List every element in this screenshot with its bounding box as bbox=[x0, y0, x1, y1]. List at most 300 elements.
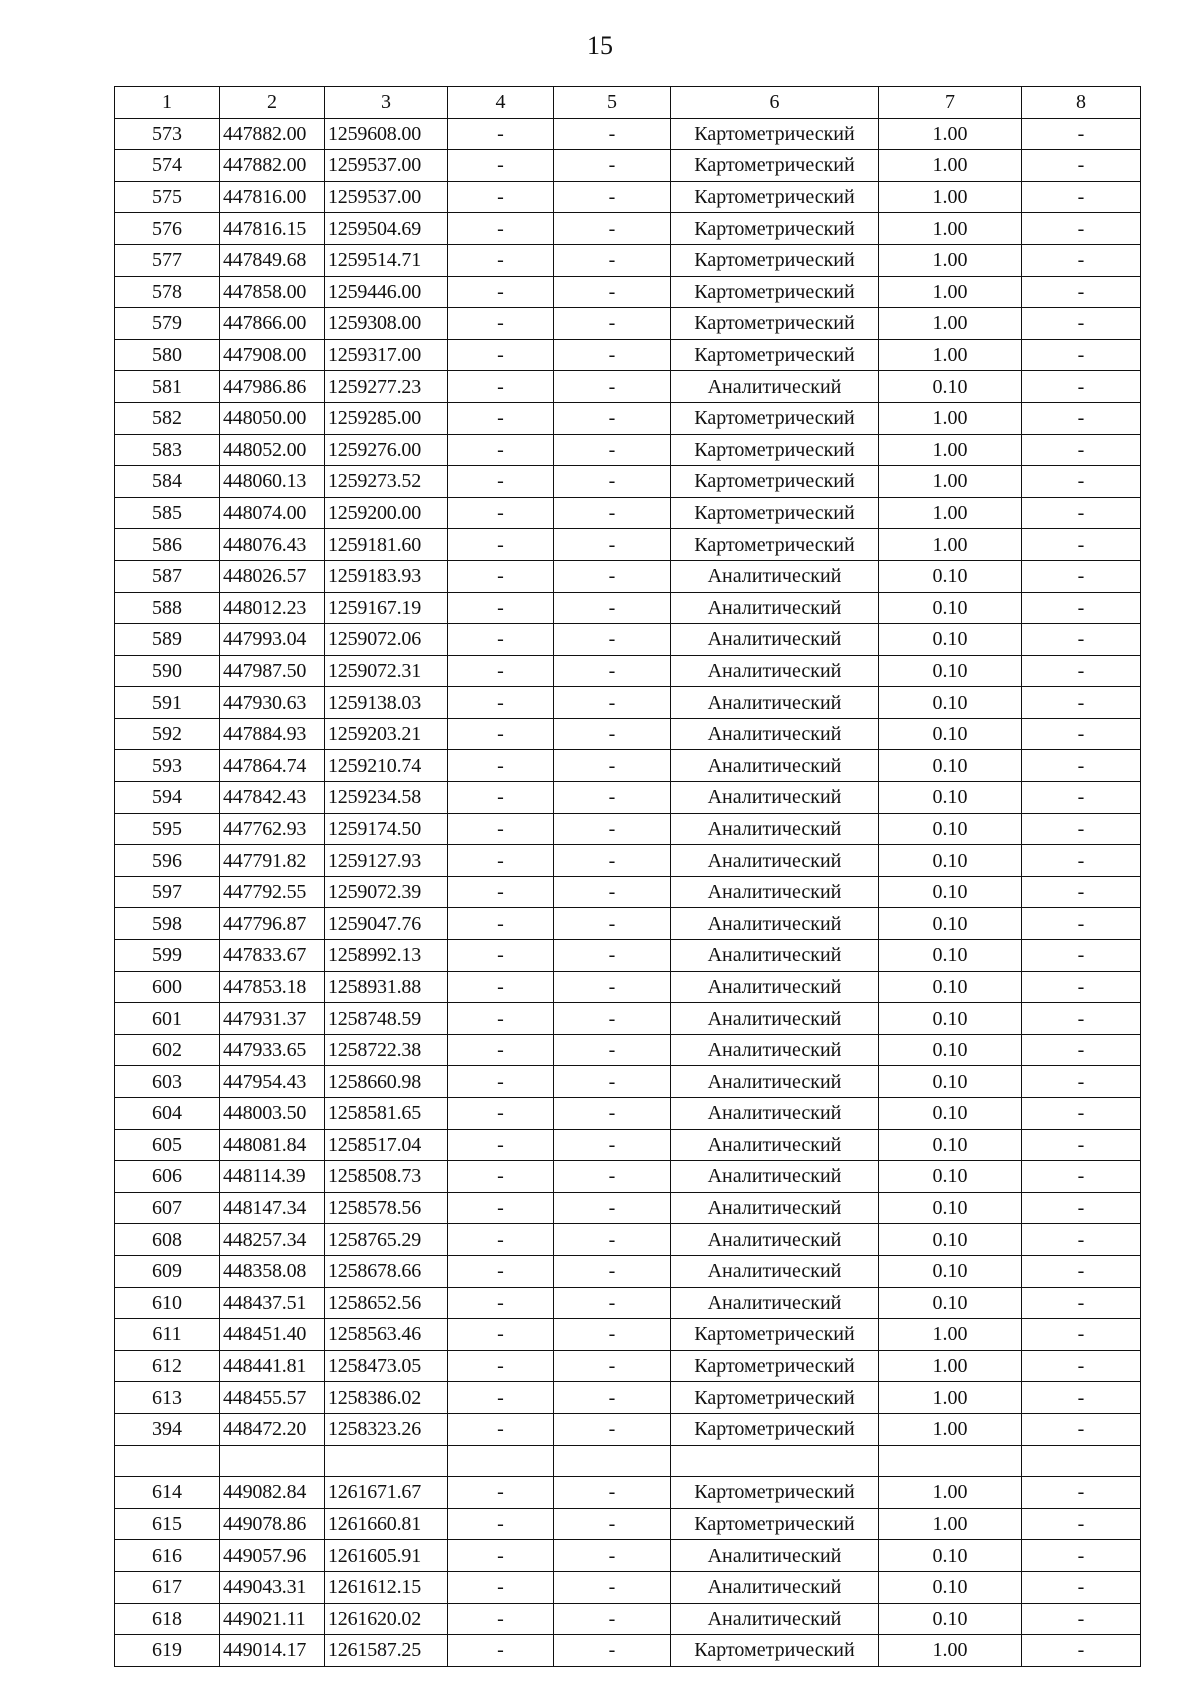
column-5-cell: - bbox=[554, 497, 671, 529]
x-coordinate-cell: 448441.81 bbox=[220, 1350, 325, 1382]
method-cell: Картометрический bbox=[671, 402, 879, 434]
y-coordinate-cell: 1259072.39 bbox=[325, 876, 448, 908]
column-5-cell: - bbox=[554, 1508, 671, 1540]
column-5-cell: - bbox=[554, 624, 671, 656]
point-number-cell: 585 bbox=[115, 497, 220, 529]
x-coordinate-cell: 447762.93 bbox=[220, 813, 325, 845]
accuracy-cell bbox=[879, 1445, 1022, 1477]
point-number-cell: 581 bbox=[115, 371, 220, 403]
column-5-cell: - bbox=[554, 1319, 671, 1351]
column-8-cell: - bbox=[1022, 434, 1141, 466]
column-5-cell: - bbox=[554, 560, 671, 592]
method-cell: Картометрический bbox=[671, 1350, 879, 1382]
method-cell: Картометрический bbox=[671, 181, 879, 213]
x-coordinate-cell: 447882.00 bbox=[220, 118, 325, 150]
table-row bbox=[115, 1224, 1141, 1256]
point-number-cell: 591 bbox=[115, 687, 220, 719]
table-row bbox=[115, 276, 1141, 308]
column-8-cell: - bbox=[1022, 1319, 1141, 1351]
x-coordinate-cell: 447884.93 bbox=[220, 718, 325, 750]
table-row bbox=[115, 782, 1141, 814]
column-header-2: 2 bbox=[220, 87, 325, 119]
point-number-cell: 615 bbox=[115, 1508, 220, 1540]
point-number-cell: 587 bbox=[115, 560, 220, 592]
column-8-cell: - bbox=[1022, 1255, 1141, 1287]
y-coordinate-cell: 1259504.69 bbox=[325, 213, 448, 245]
accuracy-cell: 0.10 bbox=[879, 1287, 1022, 1319]
accuracy-cell: 1.00 bbox=[879, 181, 1022, 213]
x-coordinate-cell: 447866.00 bbox=[220, 308, 325, 340]
table-row bbox=[115, 118, 1141, 150]
x-coordinate-cell: 449021.11 bbox=[220, 1603, 325, 1635]
x-coordinate-cell: 447849.68 bbox=[220, 244, 325, 276]
table-row bbox=[115, 560, 1141, 592]
column-5-cell: - bbox=[554, 1603, 671, 1635]
column-5-cell: - bbox=[554, 308, 671, 340]
y-coordinate-cell: 1259234.58 bbox=[325, 782, 448, 814]
method-cell: Картометрический bbox=[671, 1477, 879, 1509]
x-coordinate-cell: 447833.67 bbox=[220, 940, 325, 972]
column-4-cell: - bbox=[448, 466, 554, 498]
column-5-cell: - bbox=[554, 1350, 671, 1382]
column-8-cell: - bbox=[1022, 402, 1141, 434]
table-row bbox=[115, 1603, 1141, 1635]
x-coordinate-cell: 448026.57 bbox=[220, 560, 325, 592]
column-5-cell: - bbox=[554, 1161, 671, 1193]
point-number-cell: 600 bbox=[115, 971, 220, 1003]
column-4-cell: - bbox=[448, 244, 554, 276]
accuracy-cell: 0.10 bbox=[879, 940, 1022, 972]
method-cell: Аналитический bbox=[671, 1161, 879, 1193]
table-row bbox=[115, 1635, 1141, 1667]
table-row bbox=[115, 150, 1141, 182]
column-4-cell: - bbox=[448, 1319, 554, 1351]
table-row bbox=[115, 371, 1141, 403]
table-row bbox=[115, 908, 1141, 940]
column-8-cell: - bbox=[1022, 181, 1141, 213]
column-5-cell: - bbox=[554, 1477, 671, 1509]
column-4-cell: - bbox=[448, 1003, 554, 1035]
x-coordinate-cell: 447864.74 bbox=[220, 750, 325, 782]
accuracy-cell: 0.10 bbox=[879, 908, 1022, 940]
y-coordinate-cell: 1261671.67 bbox=[325, 1477, 448, 1509]
point-number-cell: 603 bbox=[115, 1066, 220, 1098]
y-coordinate-cell: 1258931.88 bbox=[325, 971, 448, 1003]
point-number-cell: 613 bbox=[115, 1382, 220, 1414]
column-4-cell: - bbox=[448, 813, 554, 845]
point-number-cell: 579 bbox=[115, 308, 220, 340]
method-cell: Аналитический bbox=[671, 1287, 879, 1319]
column-4-cell: - bbox=[448, 1098, 554, 1130]
point-number-cell: 582 bbox=[115, 402, 220, 434]
column-8-cell: - bbox=[1022, 371, 1141, 403]
method-cell: Картометрический bbox=[671, 276, 879, 308]
method-cell: Аналитический bbox=[671, 624, 879, 656]
x-coordinate-cell: 448081.84 bbox=[220, 1129, 325, 1161]
x-coordinate-cell: 447882.00 bbox=[220, 150, 325, 182]
point-number-cell: 592 bbox=[115, 718, 220, 750]
accuracy-cell: 1.00 bbox=[879, 1319, 1022, 1351]
column-5-cell: - bbox=[554, 1034, 671, 1066]
point-number-cell: 394 bbox=[115, 1413, 220, 1445]
column-5-cell: - bbox=[554, 1098, 671, 1130]
column-5-cell: - bbox=[554, 1003, 671, 1035]
column-5-cell: - bbox=[554, 718, 671, 750]
accuracy-cell: 1.00 bbox=[879, 1413, 1022, 1445]
accuracy-cell: 1.00 bbox=[879, 402, 1022, 434]
y-coordinate-cell: 1261605.91 bbox=[325, 1540, 448, 1572]
y-coordinate-cell: 1258581.65 bbox=[325, 1098, 448, 1130]
x-coordinate-cell: 449057.96 bbox=[220, 1540, 325, 1572]
table-row bbox=[115, 1161, 1141, 1193]
y-coordinate-cell: 1259174.50 bbox=[325, 813, 448, 845]
point-number-cell: 618 bbox=[115, 1603, 220, 1635]
method-cell: Картометрический bbox=[671, 434, 879, 466]
accuracy-cell: 1.00 bbox=[879, 497, 1022, 529]
point-number-cell bbox=[115, 1445, 220, 1477]
column-8-cell: - bbox=[1022, 529, 1141, 561]
table-row bbox=[115, 1571, 1141, 1603]
column-5-cell: - bbox=[554, 813, 671, 845]
point-number-cell: 617 bbox=[115, 1571, 220, 1603]
y-coordinate-cell: 1259181.60 bbox=[325, 529, 448, 561]
column-8-cell: - bbox=[1022, 1571, 1141, 1603]
column-8-cell: - bbox=[1022, 150, 1141, 182]
y-coordinate-cell: 1258323.26 bbox=[325, 1413, 448, 1445]
y-coordinate-cell: 1258765.29 bbox=[325, 1224, 448, 1256]
column-4-cell: - bbox=[448, 718, 554, 750]
y-coordinate-cell: 1259276.00 bbox=[325, 434, 448, 466]
y-coordinate-cell: 1258992.13 bbox=[325, 940, 448, 972]
column-4-cell: - bbox=[448, 1350, 554, 1382]
table-row bbox=[115, 1540, 1141, 1572]
point-number-cell: 602 bbox=[115, 1034, 220, 1066]
column-4-cell: - bbox=[448, 655, 554, 687]
method-cell: Картометрический bbox=[671, 244, 879, 276]
table-row bbox=[115, 971, 1141, 1003]
column-8-cell: - bbox=[1022, 782, 1141, 814]
point-number-cell: 577 bbox=[115, 244, 220, 276]
x-coordinate-cell: 448050.00 bbox=[220, 402, 325, 434]
column-5-cell: - bbox=[554, 1571, 671, 1603]
y-coordinate-cell: 1259200.00 bbox=[325, 497, 448, 529]
accuracy-cell: 0.10 bbox=[879, 813, 1022, 845]
accuracy-cell: 0.10 bbox=[879, 971, 1022, 1003]
column-5-cell: - bbox=[554, 1192, 671, 1224]
point-number-cell: 590 bbox=[115, 655, 220, 687]
y-coordinate-cell: 1259285.00 bbox=[325, 402, 448, 434]
method-cell: Картометрический bbox=[671, 213, 879, 245]
table-row bbox=[115, 1129, 1141, 1161]
column-8-cell: - bbox=[1022, 497, 1141, 529]
method-cell: Аналитический bbox=[671, 560, 879, 592]
x-coordinate-cell: 447853.18 bbox=[220, 971, 325, 1003]
x-coordinate-cell: 448074.00 bbox=[220, 497, 325, 529]
point-number-cell: 612 bbox=[115, 1350, 220, 1382]
table-row bbox=[115, 876, 1141, 908]
x-coordinate-cell: 447930.63 bbox=[220, 687, 325, 719]
point-number-cell: 589 bbox=[115, 624, 220, 656]
table-row bbox=[115, 1034, 1141, 1066]
column-8-cell: - bbox=[1022, 118, 1141, 150]
column-8-cell: - bbox=[1022, 1192, 1141, 1224]
method-cell: Аналитический bbox=[671, 940, 879, 972]
header-row bbox=[115, 87, 1141, 119]
table-row bbox=[115, 1098, 1141, 1130]
page-number: 15 bbox=[587, 31, 613, 60]
accuracy-cell: 0.10 bbox=[879, 1224, 1022, 1256]
column-4-cell: - bbox=[448, 402, 554, 434]
x-coordinate-cell: 448472.20 bbox=[220, 1413, 325, 1445]
column-4-cell: - bbox=[448, 876, 554, 908]
method-cell: Аналитический bbox=[671, 1003, 879, 1035]
column-8-cell: - bbox=[1022, 1098, 1141, 1130]
table-row-blank bbox=[115, 1445, 1141, 1477]
accuracy-cell: 1.00 bbox=[879, 339, 1022, 371]
method-cell: Аналитический bbox=[671, 687, 879, 719]
column-5-cell: - bbox=[554, 1066, 671, 1098]
accuracy-cell: 0.10 bbox=[879, 718, 1022, 750]
y-coordinate-cell: 1261660.81 bbox=[325, 1508, 448, 1540]
method-cell: Аналитический bbox=[671, 718, 879, 750]
column-4-cell: - bbox=[448, 529, 554, 561]
accuracy-cell: 0.10 bbox=[879, 592, 1022, 624]
x-coordinate-cell: 448437.51 bbox=[220, 1287, 325, 1319]
table-row bbox=[115, 1255, 1141, 1287]
column-4-cell: - bbox=[448, 1255, 554, 1287]
column-8-cell: - bbox=[1022, 1034, 1141, 1066]
column-4-cell: - bbox=[448, 276, 554, 308]
y-coordinate-cell: 1258578.56 bbox=[325, 1192, 448, 1224]
column-8-cell: - bbox=[1022, 592, 1141, 624]
method-cell: Картометрический bbox=[671, 150, 879, 182]
y-coordinate-cell: 1259203.21 bbox=[325, 718, 448, 750]
method-cell: Картометрический bbox=[671, 529, 879, 561]
method-cell: Картометрический bbox=[671, 1413, 879, 1445]
x-coordinate-cell: 449082.84 bbox=[220, 1477, 325, 1509]
column-5-cell: - bbox=[554, 339, 671, 371]
column-8-cell: - bbox=[1022, 560, 1141, 592]
method-cell: Картометрический bbox=[671, 497, 879, 529]
y-coordinate-cell: 1259072.31 bbox=[325, 655, 448, 687]
column-5-cell: - bbox=[554, 181, 671, 213]
column-header-6: 6 bbox=[671, 87, 879, 119]
column-8-cell: - bbox=[1022, 1161, 1141, 1193]
x-coordinate-cell: 447842.43 bbox=[220, 782, 325, 814]
x-coordinate-cell: 448358.08 bbox=[220, 1255, 325, 1287]
x-coordinate-cell: 447791.82 bbox=[220, 845, 325, 877]
column-header-5: 5 bbox=[554, 87, 671, 119]
table-row bbox=[115, 1319, 1141, 1351]
method-cell: Аналитический bbox=[671, 750, 879, 782]
x-coordinate-cell: 447792.55 bbox=[220, 876, 325, 908]
column-4-cell: - bbox=[448, 1066, 554, 1098]
column-8-cell: - bbox=[1022, 1540, 1141, 1572]
x-coordinate-cell: 448003.50 bbox=[220, 1098, 325, 1130]
column-8-cell: - bbox=[1022, 1508, 1141, 1540]
method-cell: Аналитический bbox=[671, 655, 879, 687]
column-8-cell bbox=[1022, 1445, 1141, 1477]
y-coordinate-cell: 1259210.74 bbox=[325, 750, 448, 782]
column-5-cell: - bbox=[554, 687, 671, 719]
method-cell: Аналитический bbox=[671, 592, 879, 624]
x-coordinate-cell bbox=[220, 1445, 325, 1477]
column-4-cell: - bbox=[448, 971, 554, 1003]
point-number-cell: 608 bbox=[115, 1224, 220, 1256]
coordinates-table bbox=[114, 86, 1141, 1667]
accuracy-cell: 1.00 bbox=[879, 466, 1022, 498]
y-coordinate-cell: 1259514.71 bbox=[325, 244, 448, 276]
point-number-cell: 594 bbox=[115, 782, 220, 814]
x-coordinate-cell: 448455.57 bbox=[220, 1382, 325, 1414]
method-cell bbox=[671, 1445, 879, 1477]
column-8-cell: - bbox=[1022, 971, 1141, 1003]
point-number-cell: 619 bbox=[115, 1635, 220, 1667]
table-row bbox=[115, 813, 1141, 845]
accuracy-cell: 0.10 bbox=[879, 876, 1022, 908]
point-number-cell: 586 bbox=[115, 529, 220, 561]
column-4-cell: - bbox=[448, 592, 554, 624]
table-row bbox=[115, 687, 1141, 719]
column-4-cell: - bbox=[448, 1224, 554, 1256]
accuracy-cell: 0.10 bbox=[879, 1034, 1022, 1066]
x-coordinate-cell: 447993.04 bbox=[220, 624, 325, 656]
y-coordinate-cell: 1261612.15 bbox=[325, 1571, 448, 1603]
method-cell: Картометрический bbox=[671, 466, 879, 498]
y-coordinate-cell: 1259537.00 bbox=[325, 150, 448, 182]
table-row bbox=[115, 718, 1141, 750]
x-coordinate-cell: 447931.37 bbox=[220, 1003, 325, 1035]
table-row bbox=[115, 624, 1141, 656]
column-4-cell: - bbox=[448, 181, 554, 213]
y-coordinate-cell: 1259127.93 bbox=[325, 845, 448, 877]
y-coordinate-cell: 1258748.59 bbox=[325, 1003, 448, 1035]
accuracy-cell: 1.00 bbox=[879, 529, 1022, 561]
method-cell: Аналитический bbox=[671, 813, 879, 845]
column-4-cell: - bbox=[448, 118, 554, 150]
column-4-cell: - bbox=[448, 845, 554, 877]
accuracy-cell: 1.00 bbox=[879, 276, 1022, 308]
accuracy-cell: 0.10 bbox=[879, 655, 1022, 687]
column-4-cell: - bbox=[448, 1540, 554, 1572]
method-cell: Аналитический bbox=[671, 1571, 879, 1603]
point-number-cell: 576 bbox=[115, 213, 220, 245]
method-cell: Аналитический bbox=[671, 971, 879, 1003]
table-row bbox=[115, 1508, 1141, 1540]
column-4-cell: - bbox=[448, 940, 554, 972]
column-4-cell: - bbox=[448, 750, 554, 782]
method-cell: Картометрический bbox=[671, 339, 879, 371]
x-coordinate-cell: 447933.65 bbox=[220, 1034, 325, 1066]
x-coordinate-cell: 448012.23 bbox=[220, 592, 325, 624]
x-coordinate-cell: 448114.39 bbox=[220, 1161, 325, 1193]
column-8-cell: - bbox=[1022, 940, 1141, 972]
y-coordinate-cell: 1259183.93 bbox=[325, 560, 448, 592]
accuracy-cell: 0.10 bbox=[879, 560, 1022, 592]
table-row bbox=[115, 402, 1141, 434]
column-5-cell: - bbox=[554, 1635, 671, 1667]
point-number-cell: 583 bbox=[115, 434, 220, 466]
accuracy-cell: 1.00 bbox=[879, 1508, 1022, 1540]
point-number-cell: 575 bbox=[115, 181, 220, 213]
accuracy-cell: 1.00 bbox=[879, 434, 1022, 466]
column-4-cell: - bbox=[448, 624, 554, 656]
column-8-cell: - bbox=[1022, 1382, 1141, 1414]
column-4-cell: - bbox=[448, 1477, 554, 1509]
column-5-cell: - bbox=[554, 1255, 671, 1287]
column-5-cell: - bbox=[554, 1224, 671, 1256]
x-coordinate-cell: 447987.50 bbox=[220, 655, 325, 687]
column-4-cell: - bbox=[448, 1508, 554, 1540]
column-8-cell: - bbox=[1022, 1603, 1141, 1635]
method-cell: Аналитический bbox=[671, 1034, 879, 1066]
column-8-cell: - bbox=[1022, 276, 1141, 308]
column-8-cell: - bbox=[1022, 1635, 1141, 1667]
column-8-cell: - bbox=[1022, 1224, 1141, 1256]
y-coordinate-cell: 1258678.66 bbox=[325, 1255, 448, 1287]
column-5-cell: - bbox=[554, 876, 671, 908]
column-4-cell: - bbox=[448, 150, 554, 182]
y-coordinate-cell: 1259308.00 bbox=[325, 308, 448, 340]
table-row bbox=[115, 529, 1141, 561]
accuracy-cell: 0.10 bbox=[879, 1098, 1022, 1130]
table-row bbox=[115, 213, 1141, 245]
accuracy-cell: 0.10 bbox=[879, 1003, 1022, 1035]
x-coordinate-cell: 447816.15 bbox=[220, 213, 325, 245]
method-cell: Картометрический bbox=[671, 1508, 879, 1540]
point-number-cell: 616 bbox=[115, 1540, 220, 1572]
point-number-cell: 599 bbox=[115, 940, 220, 972]
method-cell: Аналитический bbox=[671, 1098, 879, 1130]
table-row bbox=[115, 1477, 1141, 1509]
method-cell: Аналитический bbox=[671, 1224, 879, 1256]
column-8-cell: - bbox=[1022, 750, 1141, 782]
column-8-cell: - bbox=[1022, 1287, 1141, 1319]
table-row bbox=[115, 434, 1141, 466]
accuracy-cell: 0.10 bbox=[879, 1129, 1022, 1161]
point-number-cell: 607 bbox=[115, 1192, 220, 1224]
x-coordinate-cell: 449014.17 bbox=[220, 1635, 325, 1667]
table-row bbox=[115, 1003, 1141, 1035]
column-4-cell: - bbox=[448, 497, 554, 529]
column-4-cell: - bbox=[448, 1603, 554, 1635]
column-4-cell: - bbox=[448, 1635, 554, 1667]
column-5-cell bbox=[554, 1445, 671, 1477]
accuracy-cell: 0.10 bbox=[879, 1603, 1022, 1635]
column-4-cell: - bbox=[448, 434, 554, 466]
column-5-cell: - bbox=[554, 434, 671, 466]
y-coordinate-cell: 1259277.23 bbox=[325, 371, 448, 403]
column-5-cell: - bbox=[554, 466, 671, 498]
x-coordinate-cell: 449078.86 bbox=[220, 1508, 325, 1540]
point-number-cell: 595 bbox=[115, 813, 220, 845]
table-row bbox=[115, 1350, 1141, 1382]
point-number-cell: 580 bbox=[115, 339, 220, 371]
x-coordinate-cell: 448257.34 bbox=[220, 1224, 325, 1256]
accuracy-cell: 0.10 bbox=[879, 750, 1022, 782]
column-4-cell: - bbox=[448, 371, 554, 403]
table-row bbox=[115, 1287, 1141, 1319]
method-cell: Картометрический bbox=[671, 308, 879, 340]
table-row bbox=[115, 244, 1141, 276]
method-cell: Картометрический bbox=[671, 1635, 879, 1667]
table-row bbox=[115, 1382, 1141, 1414]
column-4-cell: - bbox=[448, 1129, 554, 1161]
y-coordinate-cell: 1259138.03 bbox=[325, 687, 448, 719]
column-5-cell: - bbox=[554, 782, 671, 814]
table-row bbox=[115, 497, 1141, 529]
accuracy-cell: 0.10 bbox=[879, 1066, 1022, 1098]
